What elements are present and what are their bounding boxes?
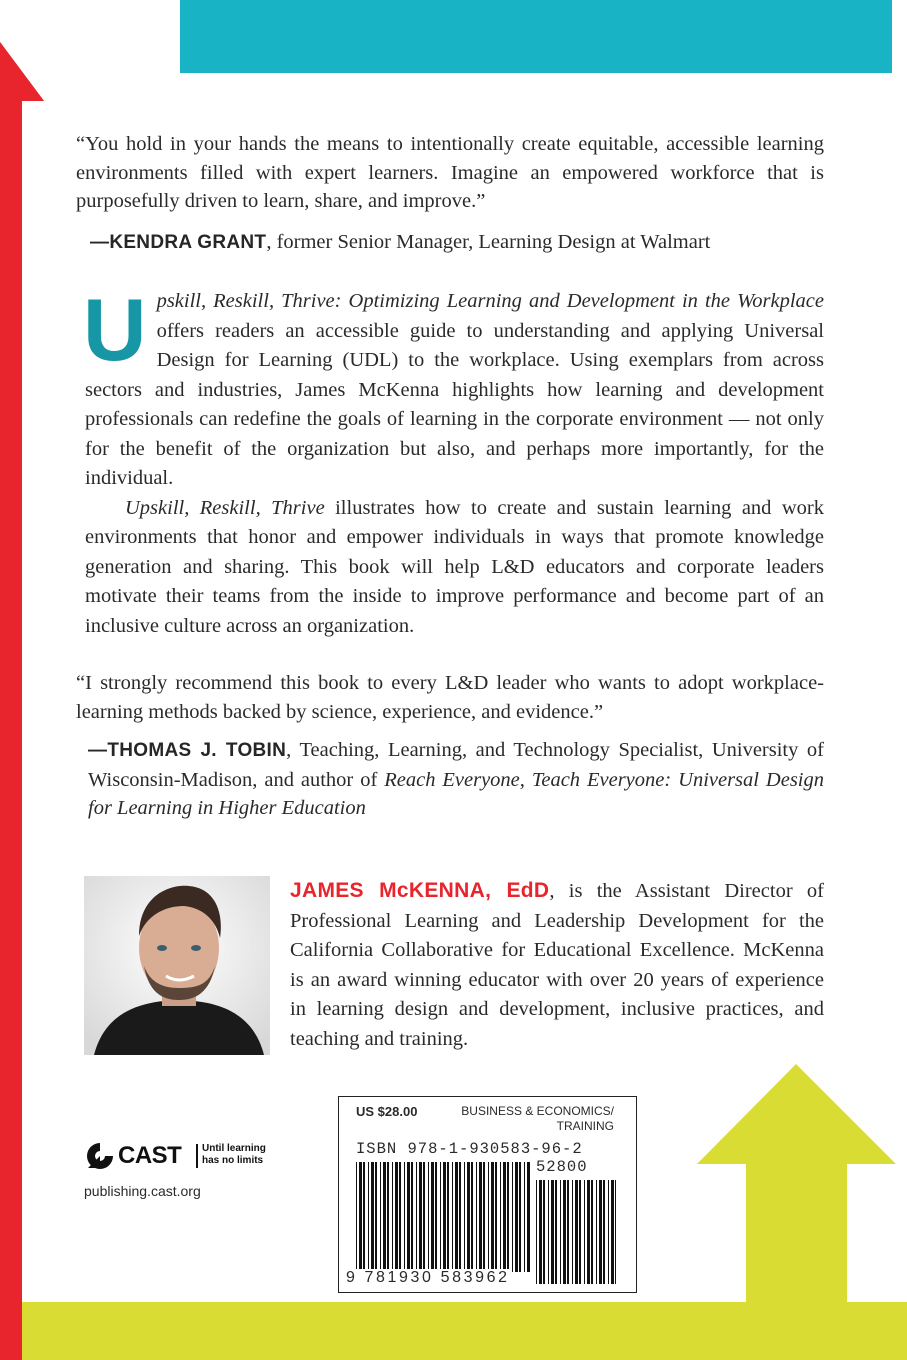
book-title-1: pskill, Reskill, Thrive: Optimizing Learning and Development in the Workplace	[156, 290, 824, 312]
price-barcode	[536, 1180, 616, 1284]
description-paragraph-2	[85, 494, 824, 642]
author-bio-text: , is the Assistant Director of Professional Learning and Leadership Development for the California Collaborative for Educational Excellence. McKenna is an award winning educator with over 20 years of experience in learning design and development, inclusive practices, and teaching and training.	[290, 880, 824, 1050]
publisher-url[interactable]: publishing.cast.org	[84, 1183, 201, 1199]
description-paragraph-1	[83, 280, 824, 494]
red-arrow-head	[0, 0, 44, 101]
author-bio	[290, 876, 824, 1054]
quote-2-role: , Teaching, Learning, and Technology Specialist, University of Wisconsin-Madison, and author of	[88, 739, 824, 791]
logo-divider	[196, 1144, 198, 1168]
quote-2-attribution	[88, 736, 824, 823]
cast-tagline-2: has no limits	[202, 1155, 264, 1166]
description-text-2: illustrates how to create and sustain learning and work environments that honor and empower individuals in ways that promote knowledge generation and sharing. This book will help L&D educators and corporate leaders motivate their teams from the inside to improve performance and become part of an inclusive culture across an organization.	[85, 496, 824, 637]
yellow-arrow-head	[697, 1064, 896, 1304]
price-code: 52800	[536, 1158, 588, 1176]
quote-1-name: KENDRA GRANT	[109, 232, 267, 253]
teal-banner	[180, 0, 892, 73]
cast-logo-name: CAST	[118, 1142, 182, 1169]
book-title-2: Upskill, Reskill, Thrive	[125, 496, 325, 519]
book-description	[83, 280, 824, 641]
isbn-digits: 9 781930 583962	[346, 1269, 510, 1286]
quote-1-attribution	[90, 228, 830, 258]
quote-1-role: , former Senior Manager, Learning Design at Walmart	[266, 231, 711, 253]
quote-2-book: Reach Everyone, Teach Everyone: Universal Design for Learning in Higher Education	[88, 768, 824, 819]
isbn-barcode	[356, 1162, 530, 1272]
cast-tagline-1: Until learning	[202, 1143, 266, 1154]
endorsement-quote-1	[76, 130, 824, 216]
book-category: BUSINESS & ECONOMICS/ TRAINING	[461, 1104, 614, 1133]
quote-1-text: “You hold in your hands the means to intentionally create equitable, accessible learning environments filled with expert learners. Imagine an empowered workforce that is purposefully driven to learn, share, and improve.”	[76, 133, 824, 212]
quote-2-text: “I strongly recommend this book to every L&D leader who wants to adopt workplace-learning methods backed by science, experience, and evidence.”	[76, 672, 824, 723]
author-photo	[84, 876, 270, 1055]
drop-cap: U	[83, 280, 147, 379]
author-name: JAMES McKENNA, EdD	[290, 879, 550, 902]
yellow-bottom-bar	[22, 1302, 907, 1360]
description-text-1: offers readers an accessible guide to understanding and applying Universal Design for Learning (UDL) to the workplace. Using exemplars from across sectors and industries, James McKenna highlights how learning and development professionals can redefine the goals of learning in the corporate environment — not only for the benefit of the organization but also, and perhaps more importantly, for the individual.	[85, 319, 824, 489]
book-price: US $28.00	[356, 1104, 418, 1119]
cast-logo	[84, 1140, 274, 1172]
endorsement-quote-2	[76, 669, 824, 726]
isbn-label: ISBN 978-1-930583-96-2	[356, 1140, 583, 1158]
quote-1-dash: —	[90, 232, 110, 253]
quote-2-name: THOMAS J. TOBIN	[107, 740, 287, 761]
quote-2-dash: —	[88, 740, 108, 761]
red-side-bar	[0, 100, 22, 1360]
